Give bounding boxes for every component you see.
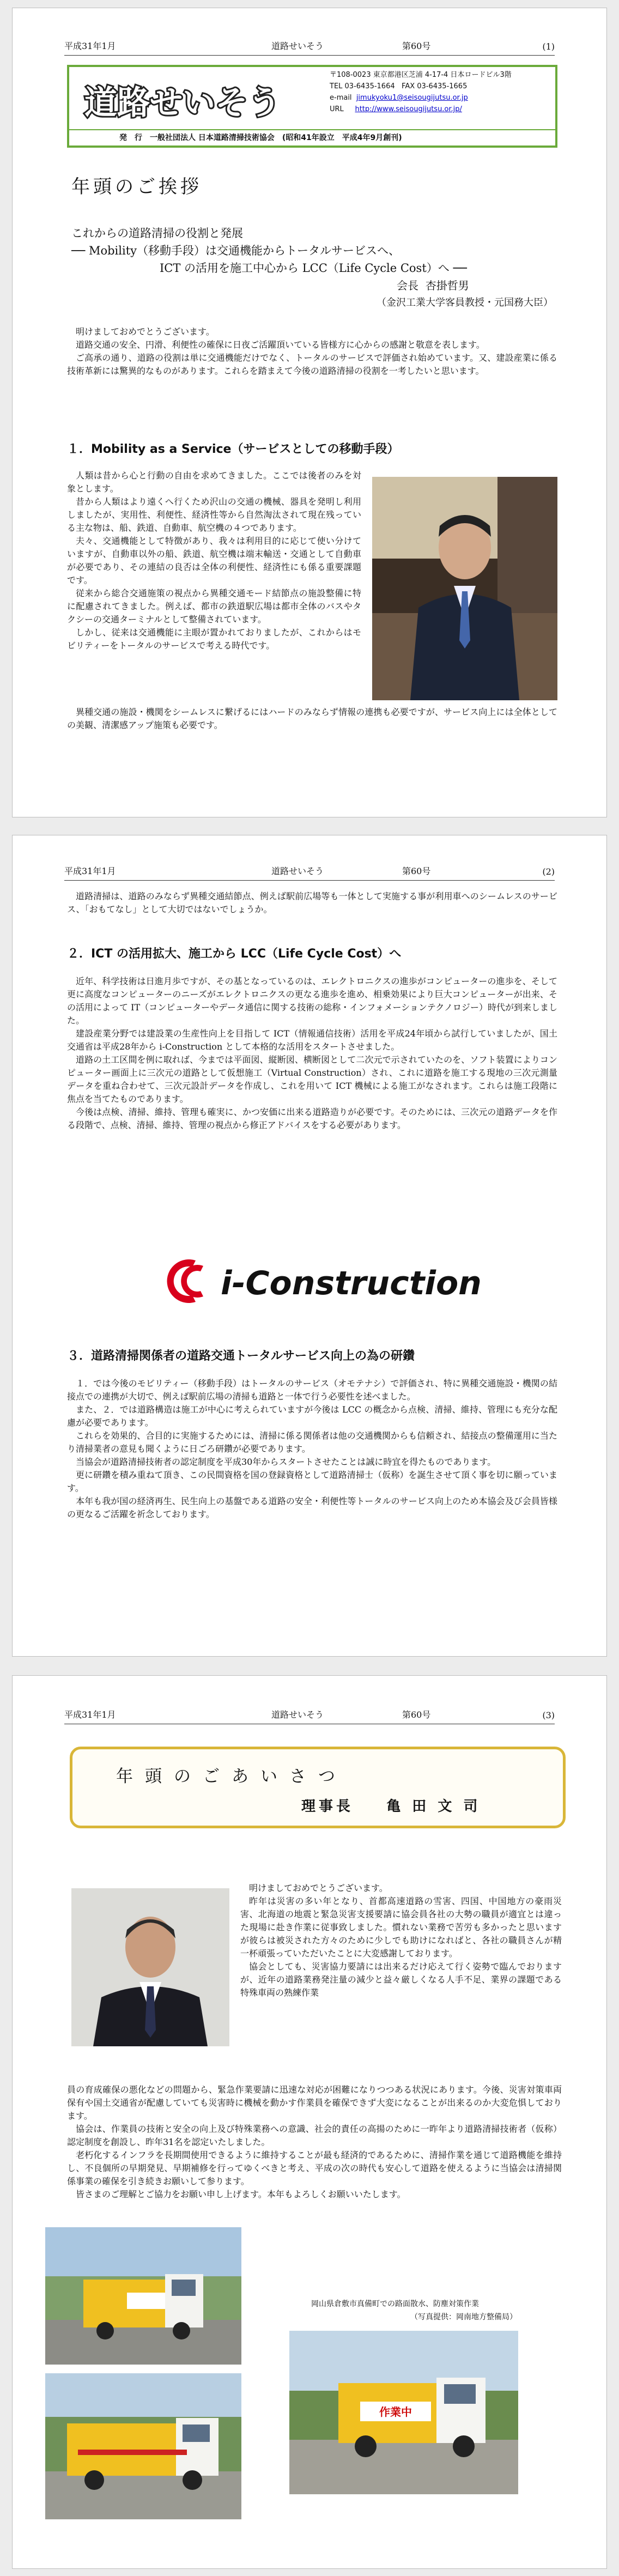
section-1-heading: １．Mobility as a Service（サービスとしての移動手段） xyxy=(67,443,399,456)
header-date: 平成31年1月 xyxy=(64,866,116,876)
intro-paragraph: 道路交通の安全、円滑、利便性の確保に日夜ご活躍頂いている皆様方に心からの感謝と敬意を表します。 xyxy=(76,340,485,350)
page-1 xyxy=(12,8,607,817)
header-date: 平成31年1月 xyxy=(64,41,116,51)
url-label: URL xyxy=(330,105,344,113)
greeting-author xyxy=(301,1795,481,1815)
header-issue: 第60号 xyxy=(402,1710,431,1720)
author-line xyxy=(397,277,469,294)
section-1-paragraph: 異種交通の施設・機関をシームレスに繋げるにはハードのみならず情報の連携も必要ですが、サービス向上には全体としての美観、清潔感アップ施策も必要です。 xyxy=(67,707,557,730)
section-2-paragraph: 近年、科学技術は日進月歩ですが、その基となっているのは、エレクトロニクスの進歩がコンピューターの進歩を、そして更に高度なコンピューターのニーズがエレクトロニクスの更なる進歩を進め、相乗効果により巨大コンピューターが出来、その活用によって IT（コンピューターやデータ通信に関する技術の総称・インフォメーションテクノロジー）時代が到来しました。 xyxy=(67,976,557,1026)
greeting-paragraph: 協会は、作業員の技術と安全の向上及び特殊業務への意識、社会的責任の高揚のために一昨年より道路清掃技術者（仮称）認定制度を創設し、昨年31名を認定いたしました。 xyxy=(67,2124,562,2147)
section-2-paragraph: 道路の土工区間を例に取れば、今までは平面図、縦断図、横断図として二次元で示されていたのを、ソフト装置によりコンピューター画面上に三次元の道路として仮想施工（Virtual Construction）され、これに道路を施工する現地の三次元測量データを重ね合わせて、三次元設計データを作成し、これを用いて ICT 機械による施工がなされます。これらは施工段階に焦点を当てたものであります。 xyxy=(67,1054,557,1104)
greeting-text-right xyxy=(240,1882,562,1999)
section-3-paragraph: 本年も我が国の経済再生、民生向上の基盤である道路の安全・利便性等トータルのサービス向上のため本協会及び会員皆様の更なるご活躍を祈念しております。 xyxy=(67,1496,557,1519)
section-3-paragraph: また、２．では道路構造は施工が中心に考えられていますが今後は LCC の概念から点検、清掃、維持、管理にも充分な配慮が必要であります。 xyxy=(67,1404,557,1428)
subtitle-1: これからの道路清掃の役割と発展 xyxy=(71,227,243,240)
section-1-paragraph: 昔から人類はより遠くへ行くため沢山の交通の機械、器具を発明し利用しましたが、実用性、利便性、経済性等から自然淘汰されて現在残っている主な物は、船、鉄道、自動車、航空機の４つであります。 xyxy=(67,496,361,533)
page-header xyxy=(64,864,555,881)
i-construction-logo xyxy=(160,1254,508,1308)
author-role: 理事長 xyxy=(301,1798,354,1815)
section-2-heading: ２．ICT の活用拡大、施工から LCC（Life Cycle Cost）へ xyxy=(67,947,402,961)
truck-photo-1 xyxy=(45,2227,241,2365)
masthead-title: 道路せいそう xyxy=(84,84,281,122)
header-date: 平成31年1月 xyxy=(64,1710,116,1720)
greeting-paragraph: 老朽化するインフラを長期間使用できるように維持することが最も経済的であるために、清掃作業を通じて道路機能を維持し、不良個所の早期発見、早期補修を行ってゆくべきと考え、平成の次の時代も安心して道路を使えるように当協会は清掃関係事業の確保を引き続きお願いして参ります。 xyxy=(67,2150,562,2186)
section-1-text xyxy=(67,469,361,652)
section-2-paragraph: 建設産業分野では建設業の生産性向上を目指して ICT（情報通信技術）活用を平成24年頃から試行していましたが、国土交通省は平成28年から i-Construction として本格的な活用をスタートさせました。 xyxy=(67,1028,557,1052)
author-name: 杏掛哲男 xyxy=(425,279,469,292)
article-title: 年頭のご挨拶 xyxy=(71,176,202,198)
subtitle-3: ICT の活用を施工中心から LCC（Life Cycle Cost）へ ── xyxy=(160,262,467,275)
url-link[interactable]: http://www.seisougijutsu.or.jp/ xyxy=(355,105,462,113)
author-affiliation: （金沢工業大学客員教授・元国務大臣） xyxy=(377,297,553,308)
president-photo xyxy=(71,1888,229,2046)
header-page: (1) xyxy=(542,41,555,52)
greeting-paragraph: 皆さまのご理解とご協力をお願い申し上げます。本年もよろしくお願いいたします。 xyxy=(76,2189,406,2199)
chairman-photo xyxy=(372,477,557,700)
header-issue: 第60号 xyxy=(402,41,431,51)
logo-text: i-Construction xyxy=(221,1264,482,1302)
header-paper: 道路せいそう xyxy=(271,41,324,51)
intro-paragraph: 明けましておめでとうございます。 xyxy=(76,326,215,337)
page-3 xyxy=(12,1675,607,2569)
greeting-title: 年頭のごあいさつ xyxy=(116,1767,347,1786)
greeting-text-wide xyxy=(67,2083,562,2201)
masthead xyxy=(67,65,557,148)
publisher-line: 発 行 一般社団法人 日本道路清掃技術協会 (昭和41年設立 平成4年9月創刊) xyxy=(69,129,555,146)
header-issue: 第60号 xyxy=(402,866,431,876)
photo-credit: （写真提供：岡南地方整備局） xyxy=(410,2313,517,2322)
section-3-heading: ３．道路清掃関係者の道路交通トータルサービス向上の為の研鑽 xyxy=(67,1349,415,1363)
intro-text xyxy=(67,325,557,378)
header-paper: 道路せいそう xyxy=(271,1710,324,1720)
truck-sign-text: 作業中 xyxy=(379,2405,412,2419)
masthead-contact xyxy=(330,69,512,115)
greeting-title-box xyxy=(70,1747,566,1828)
page-2 xyxy=(12,835,607,1657)
greeting-paragraph: 昨年は災害の多い年となり、首都高速道路の雪害、四国、中国地方の豪雨災害、北海道の地震と緊急災害支援要請に協会員各社の大勢の職員が適宜とは違った現場に赴き作業に従事致しました。慣れない業務で苦労も多かったと思いますが彼らは被災された方々のために少しでも助けになればと、各社の職員さんが精一杯頑張っていただいたことに大変感謝しております。 xyxy=(240,1896,562,1959)
section-3-paragraph: これらを効果的、合目的に実施するためには、清掃に係る関係者は他の交通機関からも信頼され、結接点の整備運用に当たり清掃業者の意見も聞くように日ごろ研鑽が必要であります。 xyxy=(67,1431,557,1454)
section-1-paragraph: 人類は昔から心と行動の自由を求めてきました。ここでは後者のみを対象とします。 xyxy=(67,470,361,494)
lead-text xyxy=(67,890,557,916)
greeting-paragraph: 明けましておめでとうございます。 xyxy=(249,1883,388,1893)
section-1-closing xyxy=(67,706,557,732)
header-paper: 道路せいそう xyxy=(271,866,324,876)
page-header xyxy=(64,1707,555,1724)
tel-text: TEL 03-6435-1664 xyxy=(330,82,395,90)
fax-text: FAX 03-6435-1665 xyxy=(402,82,468,90)
greeting-paragraph: 員の育成確保の悪化などの問題から、緊急作業要請に迅速な対応が困難になりつつある状況にあります。今後、災害対策車両保有や国土交通省が配慮していても災害時に機械を動かす作業員を確保できず大変になることが出来るのか大変危惧しております。 xyxy=(67,2084,562,2121)
masthead-logo xyxy=(81,77,310,126)
author-name: 亀 田 文 司 xyxy=(386,1798,481,1815)
author-role: 会長 xyxy=(397,279,418,292)
header-page: (3) xyxy=(542,1710,555,1720)
section-3-text xyxy=(67,1377,557,1521)
address-text: 〒108-0023 東京都港区芝浦 4-17-4 日本ロードビル3階 xyxy=(330,71,512,79)
intro-paragraph: ご高承の通り、道路の役割は単に交通機能だけでなく、トータルのサービスで評価され始めています。又、建設産業に係る技術革新には驚異的なものがあります。これらを踏まえて今後の道路清掃の役割を一考したいと思います。 xyxy=(67,353,557,376)
truck-photo-3 xyxy=(289,2331,518,2494)
section-2-paragraph: 今後は点検、清掃、維持、管理も確実に、かつ安価に出来る道路造りが必要です。そのためには、三次元の道路データを作る段階で、点検、清掃、維持、管理の視点から修正アドバイスをする必要があります。 xyxy=(67,1107,557,1130)
photo-caption: 岡山県倉敷市真備町での路面散水、防塵対策作業 xyxy=(311,2300,479,2308)
header-page: (2) xyxy=(542,866,555,877)
email-label: e-mail xyxy=(330,94,352,102)
section-3-paragraph: 更に研鑽を積み重ねて頂き、この民間資格を国の登録資格として道路清掃士（仮称）を誕生させて頂く事を切に願っています。 xyxy=(67,1470,557,1493)
subtitle-2: ── Mobility（移動手段）は交通機能からトータルサービスへ、 xyxy=(71,244,400,257)
greeting-paragraph: 協会としても、災害協力要請には出来るだけ応えて行く姿勢で臨んでおりますが、近年の道路業務発注量の減少と益々厳しくなる人手不足、業界の課題である特殊車両の熟練作業 xyxy=(240,1961,562,1998)
section-1-paragraph: 夫々、交通機能として特徴があり、我々は利用目的に応じて使い分けていますが、自動車以外の船、鉄道、航空機は端末輸送・交通として自動車が必要であり、その連結の良否は全体の利便性、経済性にも係る重要課題です。 xyxy=(67,536,361,585)
section-1-paragraph: 従来から総合交通施策の視点から異種交通モード結節点の施設整備に特に配慮されてきました。例えば、都市の鉄道駅広場は都市全体のバスやタクシーの交通ターミナルとして整備されています。 xyxy=(67,588,361,625)
section-3-paragraph: １．では今後のモビリティー（移動手段）はトータルのサービス（オモテナシ）で評価され、特に異種交通施設・機関の結接点での連携が大切で、例えば駅前広場の清掃も道路と一体で行う必要性を述べました。 xyxy=(67,1378,557,1402)
lead-paragraph: 道路清掃は、道路のみならず異種交通結節点、例えば駅前広場等も一体として実施する事が利用車へのシームレスのサービス、「おもてなし」として大切ではないでしょうか。 xyxy=(67,891,557,914)
section-1-paragraph: しかし、従来は交通機能に主眼が置かれておりましたが、これからはモビリティーをトータルのサービスで考える時代です。 xyxy=(67,627,361,651)
section-2-text xyxy=(67,975,557,1132)
truck-photo-2 xyxy=(45,2373,241,2519)
page-header xyxy=(64,39,555,56)
section-3-paragraph: 当協会が道路清掃技術者の認定制度を平成30年からスタートさせたことは誠に時宜を得たものであります。 xyxy=(76,1457,496,1467)
email-link[interactable]: jimukyoku1@seisougijutsu.or.jp xyxy=(356,94,468,102)
